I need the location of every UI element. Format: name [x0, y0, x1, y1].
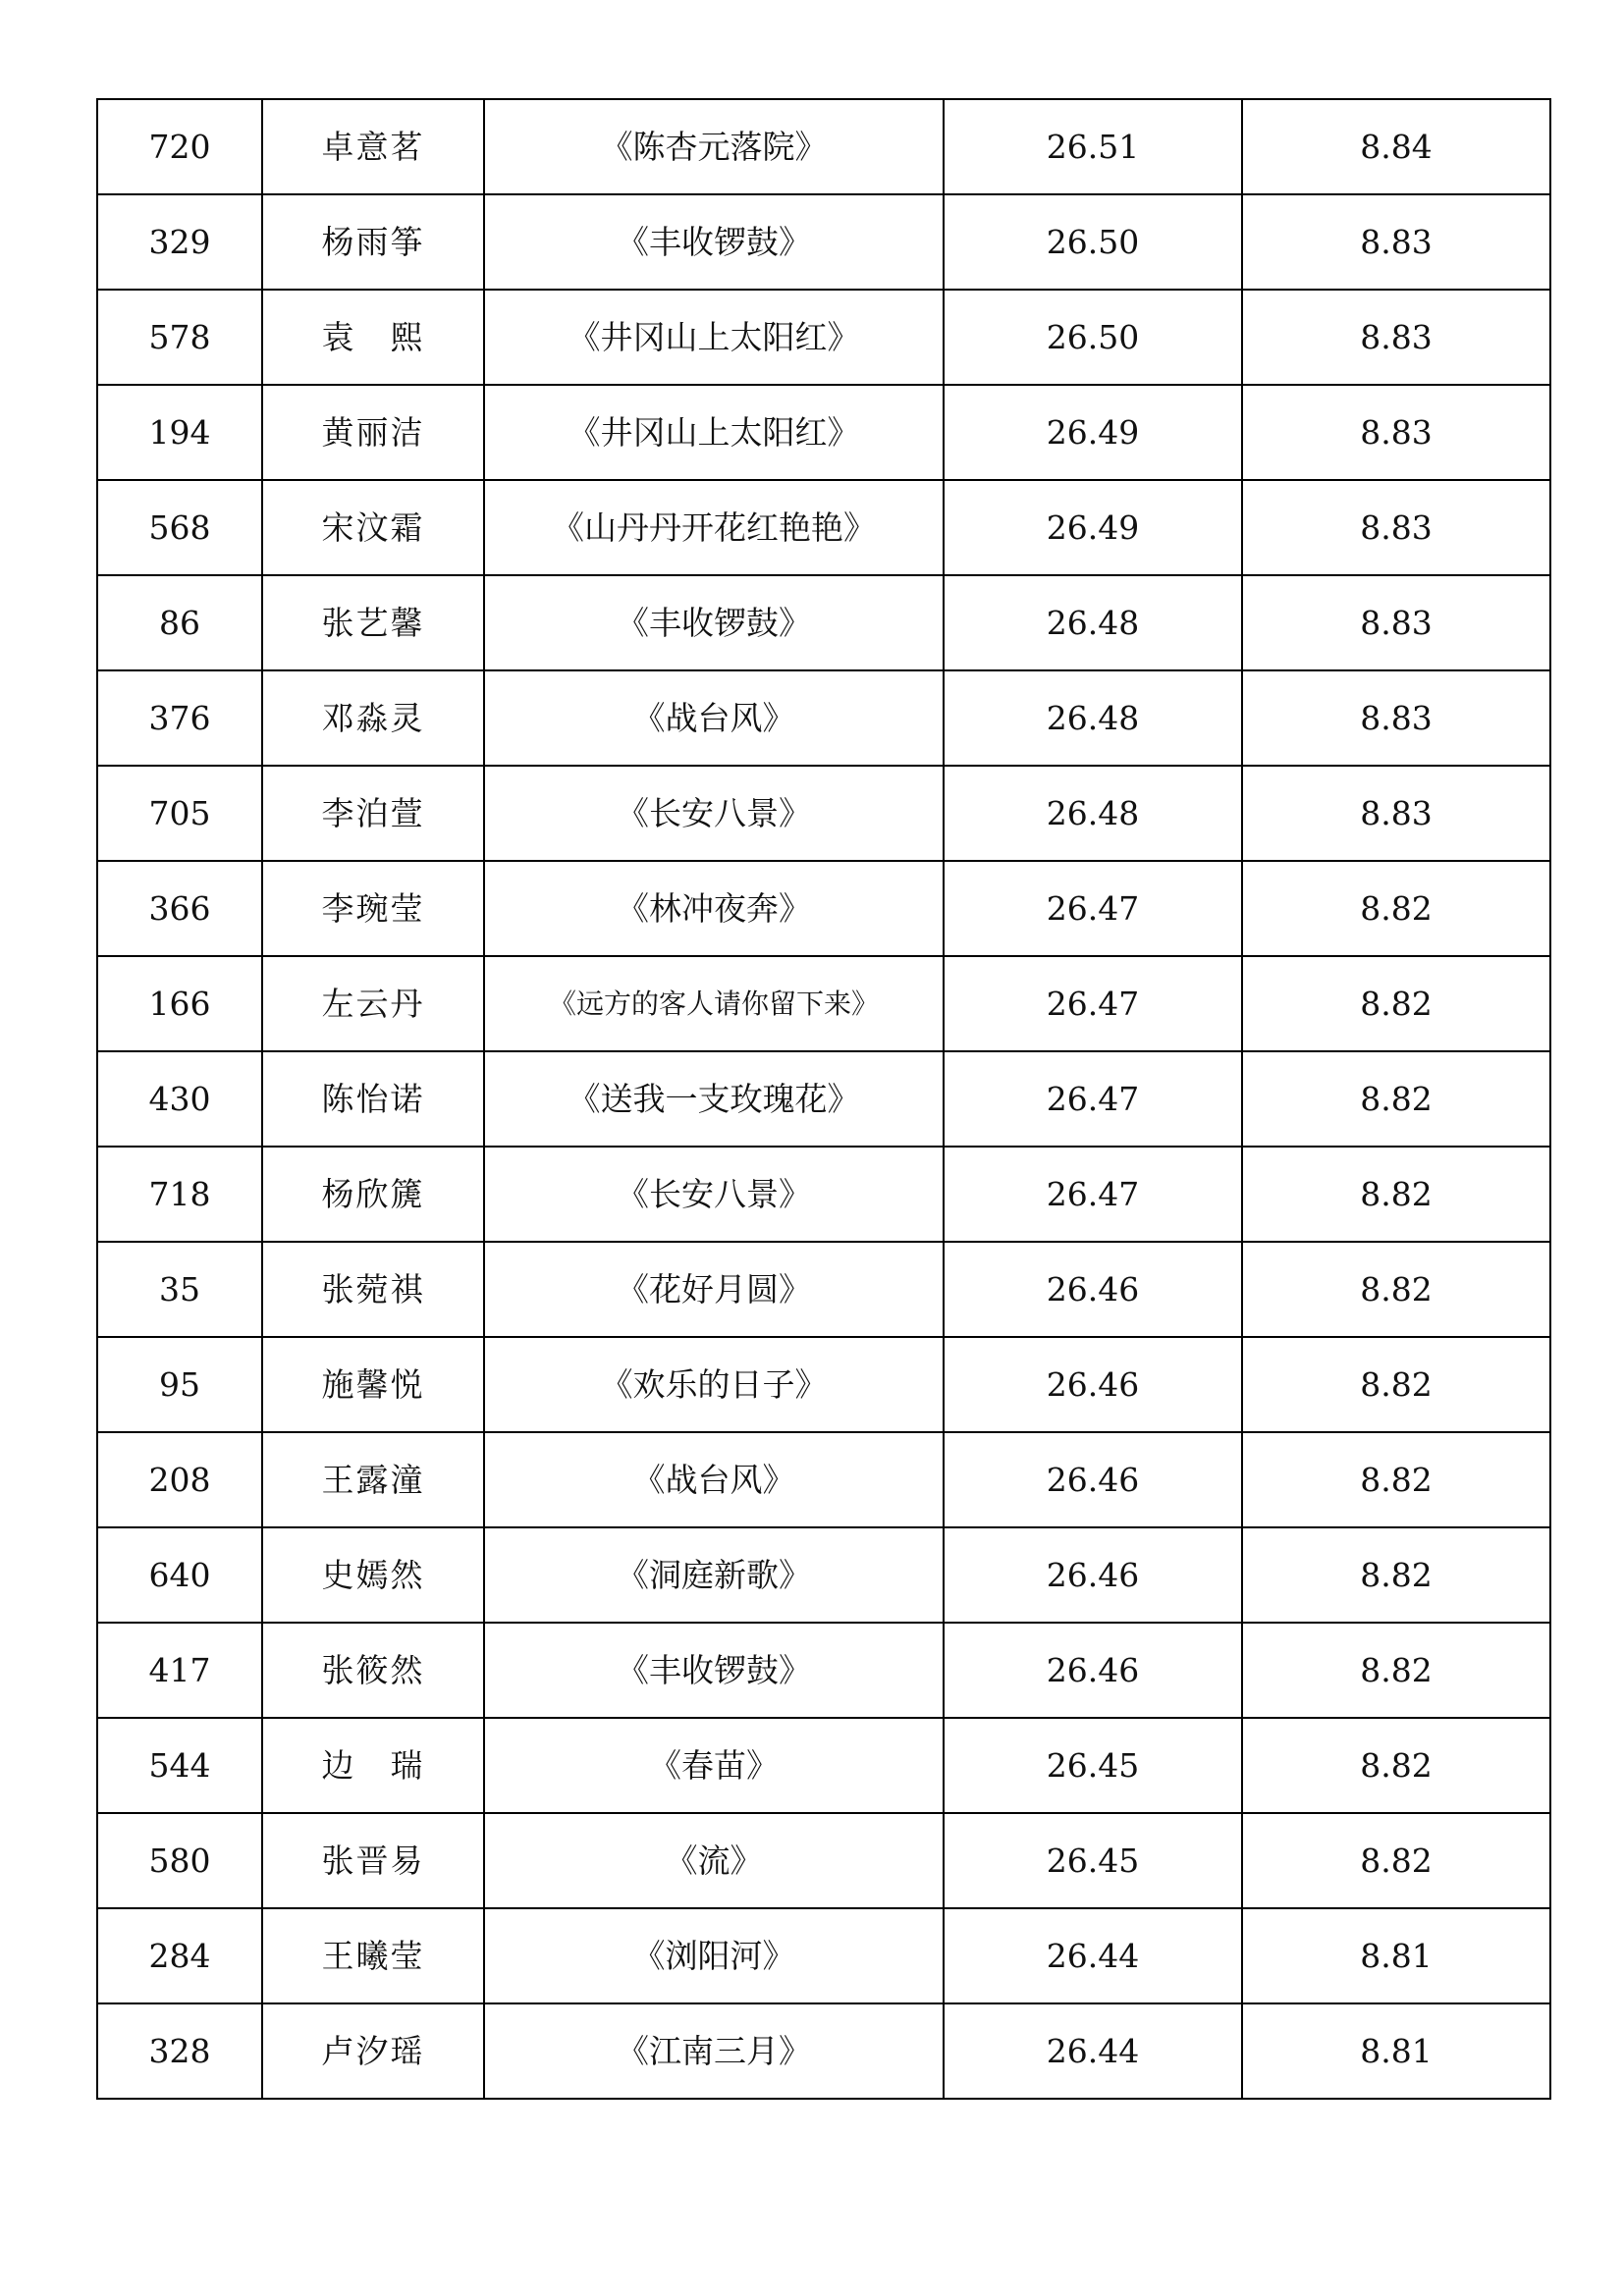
entry-number-cell: 640	[97, 1527, 262, 1623]
entry-number-cell: 35	[97, 1242, 262, 1337]
total-score-cell: 26.50	[944, 290, 1242, 385]
piece-title-cell: 《浏阳河》	[484, 1908, 944, 2003]
entry-number-cell: 86	[97, 575, 262, 670]
entry-number-cell: 544	[97, 1718, 262, 1813]
performer-name-cell: 张晋易	[262, 1813, 484, 1908]
piece-title-cell: 《送我一支玫瑰花》	[484, 1051, 944, 1147]
entry-number-cell: 95	[97, 1337, 262, 1432]
total-score-cell: 26.44	[944, 2003, 1242, 2099]
total-score-cell: 26.51	[944, 99, 1242, 194]
performer-name-cell: 陈怡诺	[262, 1051, 484, 1147]
piece-title-cell: 《长安八景》	[484, 766, 944, 861]
performer-name-cell: 卢汐瑶	[262, 2003, 484, 2099]
entry-number-cell: 376	[97, 670, 262, 766]
average-score-cell: 8.82	[1242, 1718, 1550, 1813]
total-score-cell: 26.46	[944, 1527, 1242, 1623]
piece-title-cell: 《山丹丹开花红艳艳》	[484, 480, 944, 575]
table-row	[97, 1623, 1550, 1718]
performer-name-cell: 施馨悦	[262, 1337, 484, 1432]
piece-title-cell: 《战台风》	[484, 1432, 944, 1527]
table-row	[97, 1432, 1550, 1527]
entry-number-cell: 568	[97, 480, 262, 575]
total-score-cell: 26.47	[944, 1147, 1242, 1242]
piece-title-cell: 《丰收锣鼓》	[484, 194, 944, 290]
average-score-cell: 8.82	[1242, 1242, 1550, 1337]
table-row	[97, 480, 1550, 575]
piece-title-cell: 《江南三月》	[484, 2003, 944, 2099]
entry-number-cell: 329	[97, 194, 262, 290]
table-row	[97, 194, 1550, 290]
table-row	[97, 1527, 1550, 1623]
average-score-cell: 8.82	[1242, 1623, 1550, 1718]
average-score-cell: 8.84	[1242, 99, 1550, 194]
piece-title-cell: 《陈杏元落院》	[484, 99, 944, 194]
table-row	[97, 670, 1550, 766]
average-score-cell: 8.83	[1242, 194, 1550, 290]
results-table	[96, 98, 1551, 2100]
performer-name-cell: 袁 熙	[262, 290, 484, 385]
average-score-cell: 8.83	[1242, 575, 1550, 670]
entry-number-cell: 284	[97, 1908, 262, 2003]
performer-name-cell: 张艺馨	[262, 575, 484, 670]
total-score-cell: 26.46	[944, 1242, 1242, 1337]
piece-title-cell: 《花好月圆》	[484, 1242, 944, 1337]
average-score-cell: 8.82	[1242, 1527, 1550, 1623]
average-score-cell: 8.83	[1242, 766, 1550, 861]
piece-title-cell: 《流》	[484, 1813, 944, 1908]
piece-title-cell: 《远方的客人请你留下来》	[484, 956, 944, 1051]
total-score-cell: 26.48	[944, 575, 1242, 670]
average-score-cell: 8.81	[1242, 1908, 1550, 2003]
table-row	[97, 1051, 1550, 1147]
piece-title-cell: 《长安八景》	[484, 1147, 944, 1242]
performer-name-cell: 宋汶霜	[262, 480, 484, 575]
entry-number-cell: 166	[97, 956, 262, 1051]
average-score-cell: 8.83	[1242, 670, 1550, 766]
entry-number-cell: 208	[97, 1432, 262, 1527]
total-score-cell: 26.48	[944, 766, 1242, 861]
performer-name-cell: 王曦莹	[262, 1908, 484, 2003]
average-score-cell: 8.83	[1242, 480, 1550, 575]
average-score-cell: 8.82	[1242, 1432, 1550, 1527]
table-row	[97, 1242, 1550, 1337]
piece-title-cell: 《井冈山上太阳红》	[484, 385, 944, 480]
average-score-cell: 8.82	[1242, 1147, 1550, 1242]
entry-number-cell: 430	[97, 1051, 262, 1147]
piece-title-cell: 《春苗》	[484, 1718, 944, 1813]
table-row	[97, 1718, 1550, 1813]
average-score-cell: 8.82	[1242, 1813, 1550, 1908]
performer-name-cell: 王露潼	[262, 1432, 484, 1527]
performer-name-cell: 张筱然	[262, 1623, 484, 1718]
total-score-cell: 26.47	[944, 956, 1242, 1051]
performer-name-cell: 杨欣篪	[262, 1147, 484, 1242]
performer-name-cell: 黄丽洁	[262, 385, 484, 480]
table-row	[97, 861, 1550, 956]
entry-number-cell: 718	[97, 1147, 262, 1242]
performer-name-cell: 杨雨筝	[262, 194, 484, 290]
average-score-cell: 8.83	[1242, 385, 1550, 480]
performer-name-cell: 左云丹	[262, 956, 484, 1051]
table-row	[97, 1908, 1550, 2003]
piece-title-cell: 《井冈山上太阳红》	[484, 290, 944, 385]
average-score-cell: 8.82	[1242, 1051, 1550, 1147]
table-row	[97, 766, 1550, 861]
performer-name-cell: 李琬莹	[262, 861, 484, 956]
results-table-body	[97, 99, 1550, 2099]
table-row	[97, 385, 1550, 480]
total-score-cell: 26.46	[944, 1432, 1242, 1527]
performer-name-cell: 史嫣然	[262, 1527, 484, 1623]
average-score-cell: 8.82	[1242, 861, 1550, 956]
performer-name-cell: 张菀祺	[262, 1242, 484, 1337]
table-row	[97, 575, 1550, 670]
table-row	[97, 956, 1550, 1051]
entry-number-cell: 194	[97, 385, 262, 480]
total-score-cell: 26.45	[944, 1718, 1242, 1813]
table-row	[97, 1147, 1550, 1242]
total-score-cell: 26.47	[944, 861, 1242, 956]
performer-name-cell: 邓淼灵	[262, 670, 484, 766]
performer-name-cell: 李泊萱	[262, 766, 484, 861]
piece-title-cell: 《丰收锣鼓》	[484, 575, 944, 670]
average-score-cell: 8.83	[1242, 290, 1550, 385]
total-score-cell: 26.50	[944, 194, 1242, 290]
entry-number-cell: 720	[97, 99, 262, 194]
total-score-cell: 26.48	[944, 670, 1242, 766]
table-row	[97, 290, 1550, 385]
piece-title-cell: 《战台风》	[484, 670, 944, 766]
piece-title-cell: 《林冲夜奔》	[484, 861, 944, 956]
entry-number-cell: 578	[97, 290, 262, 385]
total-score-cell: 26.44	[944, 1908, 1242, 2003]
entry-number-cell: 328	[97, 2003, 262, 2099]
total-score-cell: 26.47	[944, 1051, 1242, 1147]
piece-title-cell: 《洞庭新歌》	[484, 1527, 944, 1623]
entry-number-cell: 580	[97, 1813, 262, 1908]
table-row	[97, 1337, 1550, 1432]
total-score-cell: 26.49	[944, 480, 1242, 575]
table-row	[97, 2003, 1550, 2099]
entry-number-cell: 417	[97, 1623, 262, 1718]
average-score-cell: 8.82	[1242, 1337, 1550, 1432]
performer-name-cell: 边 瑞	[262, 1718, 484, 1813]
table-row	[97, 99, 1550, 194]
piece-title-cell: 《欢乐的日子》	[484, 1337, 944, 1432]
total-score-cell: 26.46	[944, 1337, 1242, 1432]
entry-number-cell: 705	[97, 766, 262, 861]
total-score-cell: 26.45	[944, 1813, 1242, 1908]
table-row	[97, 1813, 1550, 1908]
entry-number-cell: 366	[97, 861, 262, 956]
average-score-cell: 8.82	[1242, 956, 1550, 1051]
total-score-cell: 26.46	[944, 1623, 1242, 1718]
piece-title-cell: 《丰收锣鼓》	[484, 1623, 944, 1718]
average-score-cell: 8.81	[1242, 2003, 1550, 2099]
performer-name-cell: 卓意茗	[262, 99, 484, 194]
total-score-cell: 26.49	[944, 385, 1242, 480]
